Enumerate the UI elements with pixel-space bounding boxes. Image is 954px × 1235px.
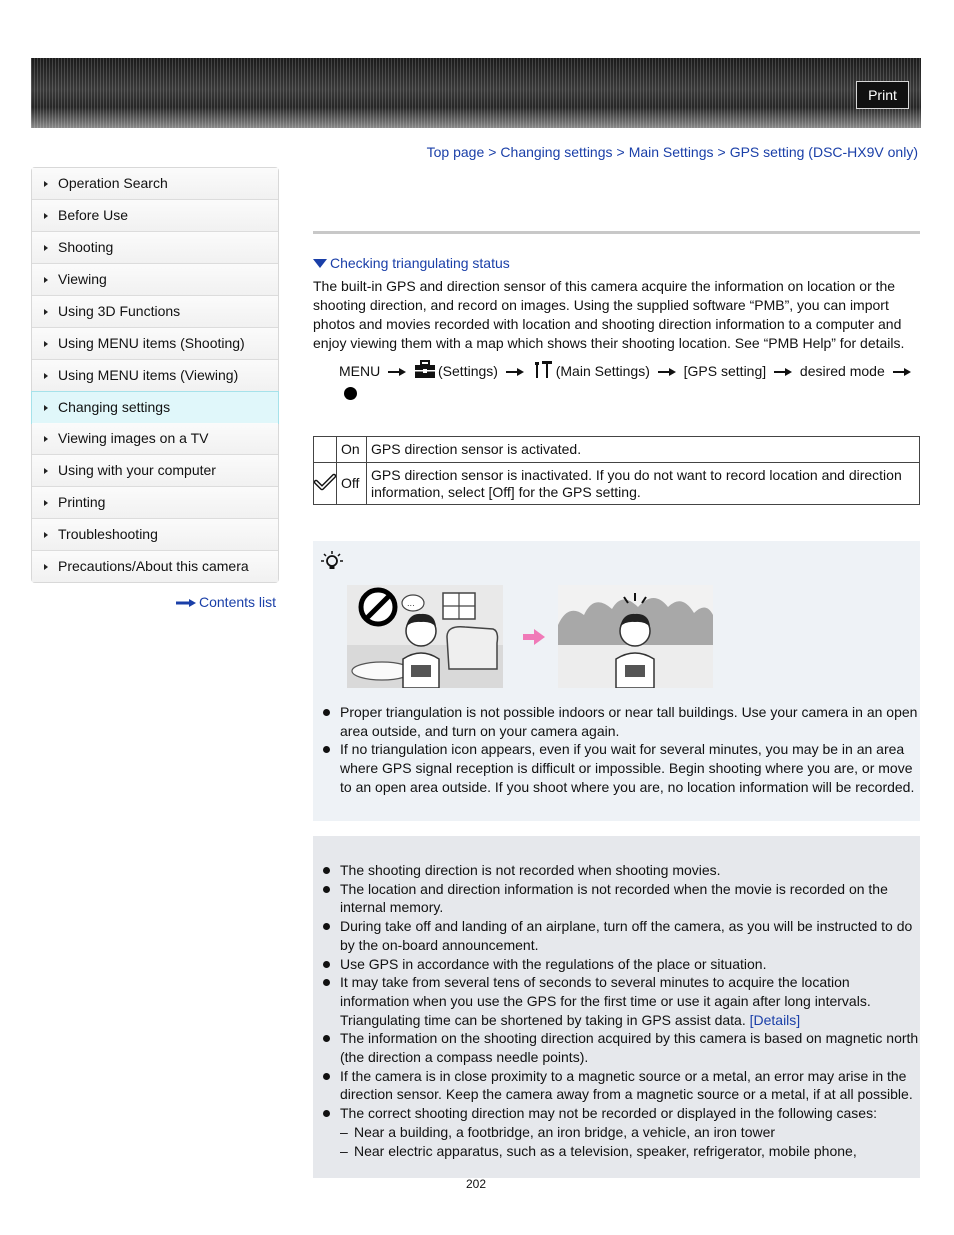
breadcrumb-separator: > — [616, 144, 625, 160]
list-item — [313, 973, 920, 1029]
sidebar-item-using-with-computer[interactable] — [32, 455, 278, 487]
sidebar-item-shooting[interactable] — [32, 232, 278, 264]
triangle-right-icon — [44, 277, 48, 283]
list-item: The location and direction information is not recorded when the movie is recorded on the internal memory. — [313, 880, 920, 917]
list-item: Use GPS in accordance with the regulations of the place or situation. — [313, 955, 920, 974]
desired-mode-label: desired mode — [799, 363, 885, 379]
breadcrumb-top-page[interactable]: Top page — [426, 144, 485, 160]
sidebar-item-label: Using MENU items (Viewing) — [58, 367, 239, 383]
sidebar-item-label: Printing — [58, 494, 106, 510]
list-item: The information on the shooting direction acquired by this camera is based on magnetic north (the direction a compass needle points). — [313, 1029, 920, 1066]
list-item: The shooting direction is not recorded when shooting movies. — [313, 861, 920, 880]
arrow-right-icon — [658, 368, 676, 376]
arrow-right-icon — [774, 368, 792, 376]
triangle-right-icon — [44, 405, 48, 411]
default-marker-cell — [314, 463, 337, 505]
indoor-no-gps-illustration — [347, 585, 503, 688]
sidebar-nav — [31, 167, 279, 583]
triangle-right-icon — [44, 373, 48, 379]
sidebar-item-viewing-on-tv[interactable] — [32, 423, 278, 455]
breadcrumb — [427, 144, 918, 160]
breadcrumb-changing-settings[interactable]: Changing settings — [500, 144, 613, 160]
triangle-right-icon — [44, 213, 48, 219]
list-item: If no triangulation icon appears, even if you wait for several minutes, you may be in an area where GPS signal reception is difficult or impossible. Begin shooting where you are, or move to an open area outside. If you shoot where you are, no location information will be recorded. — [313, 740, 920, 796]
note-text: It may take from several tens of seconds to several minutes to acquire the location information when you use the GPS for the first time or use it again after long intervals. Triangulating time can be shortened by taking in GPS assist data. — [340, 974, 871, 1028]
triangle-right-icon — [44, 181, 48, 187]
default-marker-cell — [314, 437, 337, 463]
page-header — [31, 58, 921, 128]
hint-list — [313, 703, 920, 797]
intro-paragraph: The built-in GPS and direction sensor of this camera acquire the information on location or the shooting direction, and record on images. Using the supplied software “PMB”, you can import photos and movies recorded with location and shooting direction information to a computer and enjoy viewing them with a map which shows their shooting location. See “PMB Help” for details. — [313, 278, 905, 351]
sidebar-item-label: Troubleshooting — [58, 526, 158, 542]
sidebar-item-label: Using 3D Functions — [58, 303, 181, 319]
mode-label-off: Off — [337, 463, 367, 505]
center-button-icon — [344, 387, 357, 400]
tools-main-settings-icon — [532, 360, 554, 379]
title-divider — [313, 231, 920, 234]
main-settings-label: (Main Settings) — [555, 363, 650, 379]
table-row — [314, 437, 920, 463]
sidebar-item-menu-shooting[interactable] — [32, 328, 278, 360]
sidebar-item-precautions[interactable] — [32, 551, 278, 582]
print-button[interactable]: Print — [856, 81, 909, 109]
outdoor-gps-illustration — [558, 585, 713, 688]
gps-setting-label: [GPS setting] — [683, 363, 767, 379]
contents-list-label: Contents list — [199, 594, 277, 610]
sidebar-item-viewing[interactable] — [32, 264, 278, 296]
sidebar-item-label: Operation Search — [58, 175, 168, 191]
list-item: Proper triangulation is not possible indoors or near tall buildings. Use your camera in an open area outside, and turn on your camera again. — [313, 703, 920, 740]
list-item: The correct shooting direction may not be recorded or displayed in the following cases: — [313, 1104, 920, 1123]
arrow-right-icon — [388, 368, 406, 376]
list-item: During take off and landing of an airplane, turn off the camera, as you will be instructed to do by the on-board announcement. — [313, 917, 920, 954]
triangle-right-icon — [44, 245, 48, 251]
breadcrumb-main-settings[interactable]: Main Settings — [628, 144, 714, 160]
menu-label: MENU — [339, 363, 381, 379]
triangle-right-icon — [44, 436, 48, 442]
arrow-right-icon — [506, 368, 524, 376]
mode-description: GPS direction sensor is activated. — [367, 437, 920, 463]
triangle-right-icon — [44, 500, 48, 506]
triangle-right-icon — [44, 468, 48, 474]
page-number: 202 — [466, 1177, 487, 1191]
sidebar-item-label: Viewing — [58, 271, 107, 287]
list-item: If the camera is in close proximity to a magnetic source or a metal, an error may arise in the direction sensor. Keep the camera away from a magnetic source or a metal, if at all possible. — [313, 1067, 920, 1104]
notes-list — [313, 861, 920, 1160]
table-row — [314, 463, 920, 505]
section-heading-label: Checking triangulating status — [330, 255, 510, 271]
sidebar-item-label: Before Use — [58, 207, 129, 223]
breadcrumb-separator: > — [488, 144, 497, 160]
sidebar-item-operation-search[interactable] — [32, 168, 278, 200]
triangle-right-icon — [44, 532, 48, 538]
svg-text:...: ... — [407, 599, 415, 608]
triangle-right-icon — [44, 564, 48, 570]
sidebar-item-label: Viewing images on a TV — [58, 430, 209, 446]
checkmark-default-icon — [314, 473, 336, 491]
list-subitem: – Near a building, a footbridge, an iron bridge, a vehicle, an iron tower — [313, 1123, 920, 1142]
settings-label: (Settings) — [438, 363, 498, 379]
details-link[interactable]: [Details] — [749, 1011, 801, 1028]
pink-arrow-icon — [523, 629, 545, 645]
triangle-right-icon — [44, 341, 48, 347]
sidebar-item-changing-settings[interactable] — [31, 391, 279, 424]
sidebar-item-label: Shooting — [58, 239, 114, 255]
toolbox-settings-icon — [414, 360, 436, 379]
sidebar-item-menu-viewing[interactable] — [32, 360, 278, 392]
breadcrumb-gps-setting[interactable]: GPS setting (DSC-HX9V only) — [729, 144, 918, 160]
arrow-right-icon — [893, 368, 911, 376]
arrow-right-icon — [176, 599, 196, 607]
section-heading-checking-triangulating[interactable] — [313, 255, 510, 271]
sidebar-item-printing[interactable] — [32, 487, 278, 519]
notes-box — [313, 836, 920, 1178]
sidebar-item-label: Changing settings — [58, 399, 171, 415]
mode-label-on: On — [337, 437, 367, 463]
triangle-down-icon — [313, 259, 327, 268]
sidebar-item-label: Precautions/About this camera — [58, 558, 249, 574]
hint-box — [313, 541, 920, 821]
mode-description: GPS direction sensor is inactivated. If you do not want to record location and direction information, select [Off] for the GPS setting. — [367, 463, 920, 505]
lightbulb-hint-icon — [321, 551, 343, 571]
sidebar-item-label: Using MENU items (Shooting) — [58, 335, 245, 351]
sidebar-item-before-use[interactable] — [32, 200, 278, 232]
sidebar-item-label: Using with your computer — [58, 462, 216, 478]
triangle-right-icon — [44, 309, 48, 315]
menu-path — [339, 360, 919, 381]
list-subitem: – Near electric apparatus, such as a television, speaker, refrigerator, mobile phone, — [313, 1142, 920, 1161]
contents-list-link[interactable] — [176, 594, 276, 610]
mode-options-table — [313, 436, 920, 505]
sidebar-item-troubleshooting[interactable] — [32, 519, 278, 551]
breadcrumb-separator: > — [717, 144, 726, 160]
sidebar-item-using-3d-functions[interactable] — [32, 296, 278, 328]
